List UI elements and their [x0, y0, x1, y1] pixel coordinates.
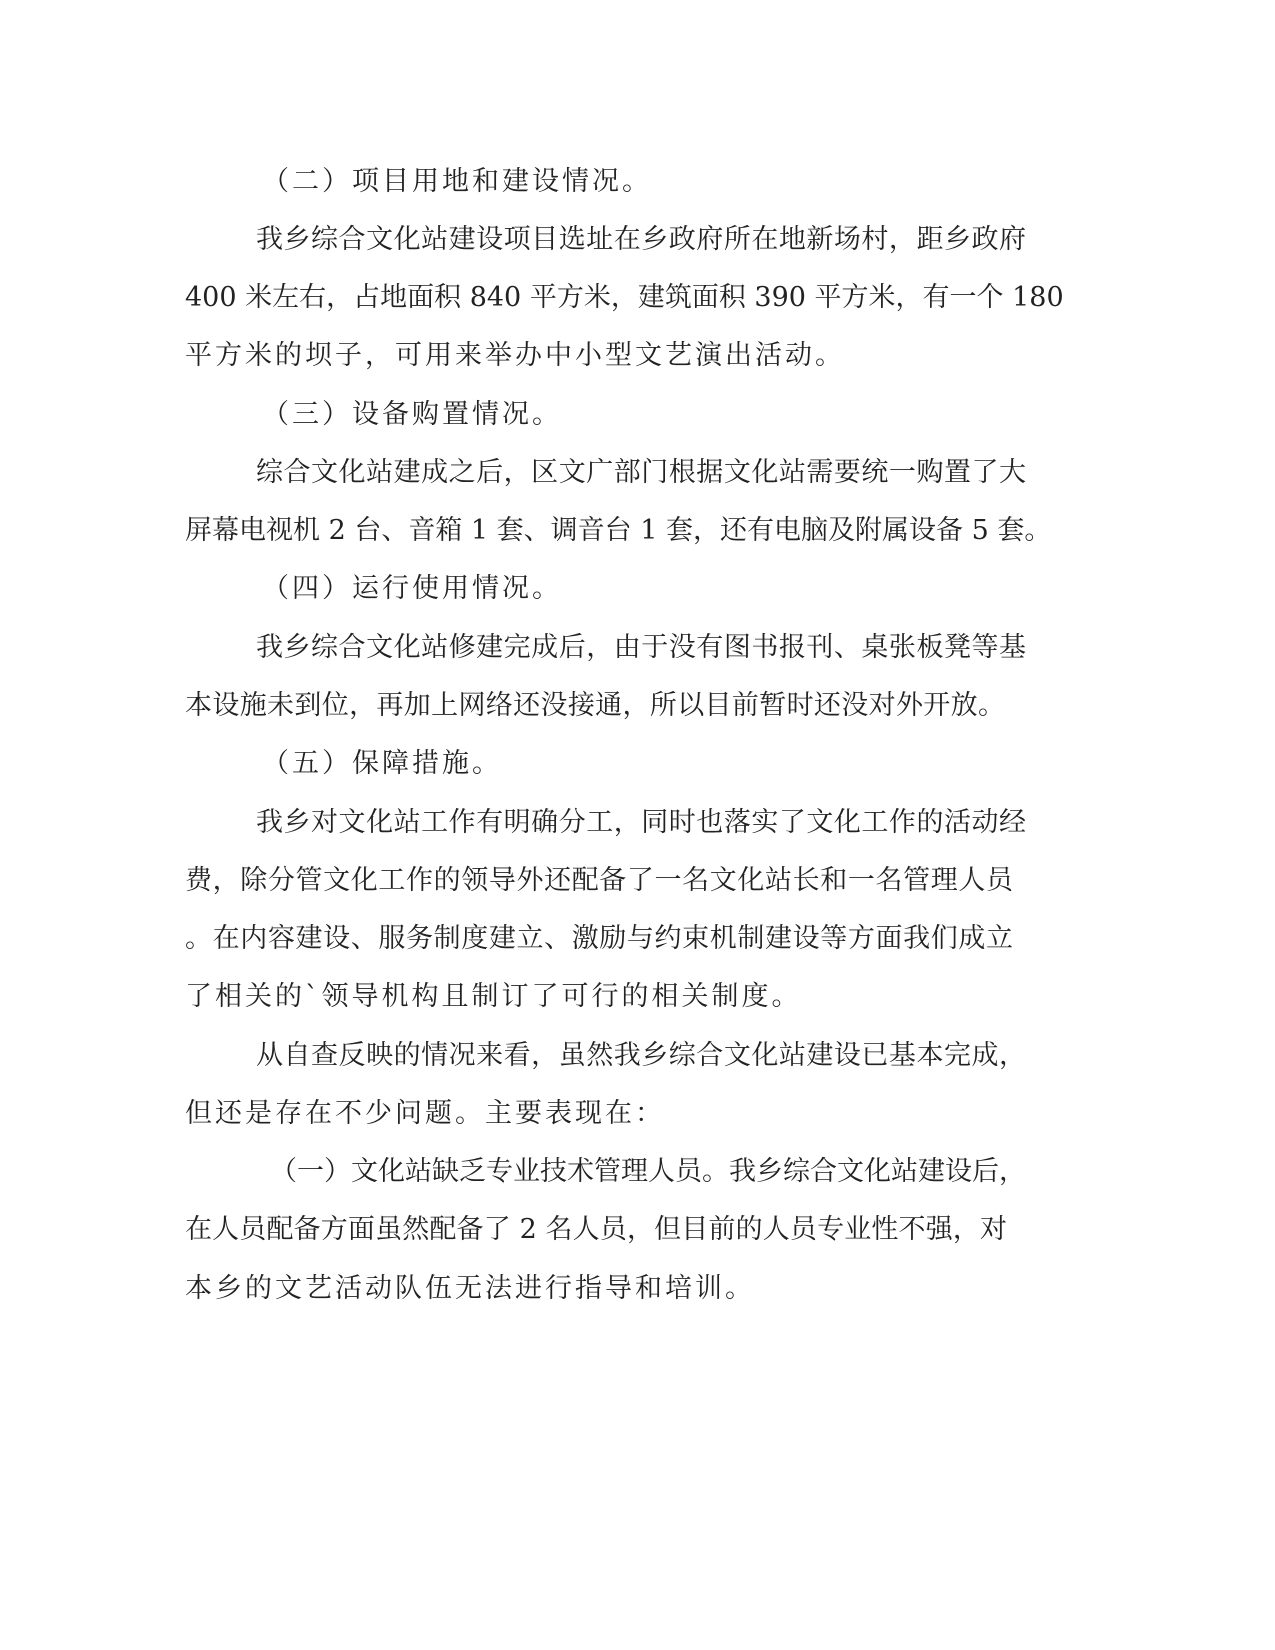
paragraph-line: 综合文化站建成之后，区文广部门根据文化站需要统一购置了大 — [256, 457, 1026, 488]
section-heading: （五）保障措施。 — [262, 748, 502, 779]
paragraph-line: 在人员配备方面虽然配备了 2 名人员，但目前的人员专业性不强，对 — [185, 1214, 1007, 1245]
paragraph-line: 但还是存在不少问题。主要表现在： — [185, 1098, 665, 1129]
paragraph-line: 屏幕电视机 2 台、音箱 1 套、调音台 1 套，还有电脑及附属设备 5 套。 — [185, 515, 1052, 546]
paragraph-line: 我乡对文化站工作有明确分工，同时也落实了文化工作的活动经 — [256, 807, 1026, 838]
paragraph-line: 平方米的坝子，可用来举办中小型文艺演出活动。 — [185, 340, 845, 371]
section-heading: （四）运行使用情况。 — [262, 573, 562, 604]
paragraph-line: 。在内容建设、服务制度建立、激励与约束机制建设等方面我们成立 — [185, 923, 1013, 954]
paragraph-line: 本乡的文艺活动队伍无法进行指导和培训。 — [185, 1273, 755, 1304]
paragraph-line: （一）文化站缺乏专业技术管理人员。我乡综合文化站建设后， — [270, 1156, 1026, 1187]
paragraph-line: 400 米左右，占地面积 840 平方米，建筑面积 390 平方米，有一个 180 — [185, 282, 1064, 313]
section-heading: （二）项目用地和建设情况。 — [262, 166, 652, 197]
paragraph-line: 本设施未到位，再加上网络还没接通，所以目前暂时还没对外开放。 — [185, 690, 1005, 721]
paragraph-line: 了相关的`领导机构且制订了可行的相关制度。 — [185, 981, 802, 1012]
paragraph-line: 从自查反映的情况来看，虽然我乡综合文化站建设已基本完成， — [256, 1040, 1026, 1071]
paragraph-line: 费，除分管文化工作的领导外还配备了一名文化站长和一名管理人员 — [185, 865, 1013, 896]
paragraph-line: 我乡综合文化站修建完成后，由于没有图书报刊、桌张板凳等基 — [256, 632, 1026, 663]
section-heading: （三）设备购置情况。 — [262, 399, 562, 430]
paragraph-line: 我乡综合文化站建设项目选址在乡政府所在地新场村，距乡政府 — [256, 224, 1026, 255]
